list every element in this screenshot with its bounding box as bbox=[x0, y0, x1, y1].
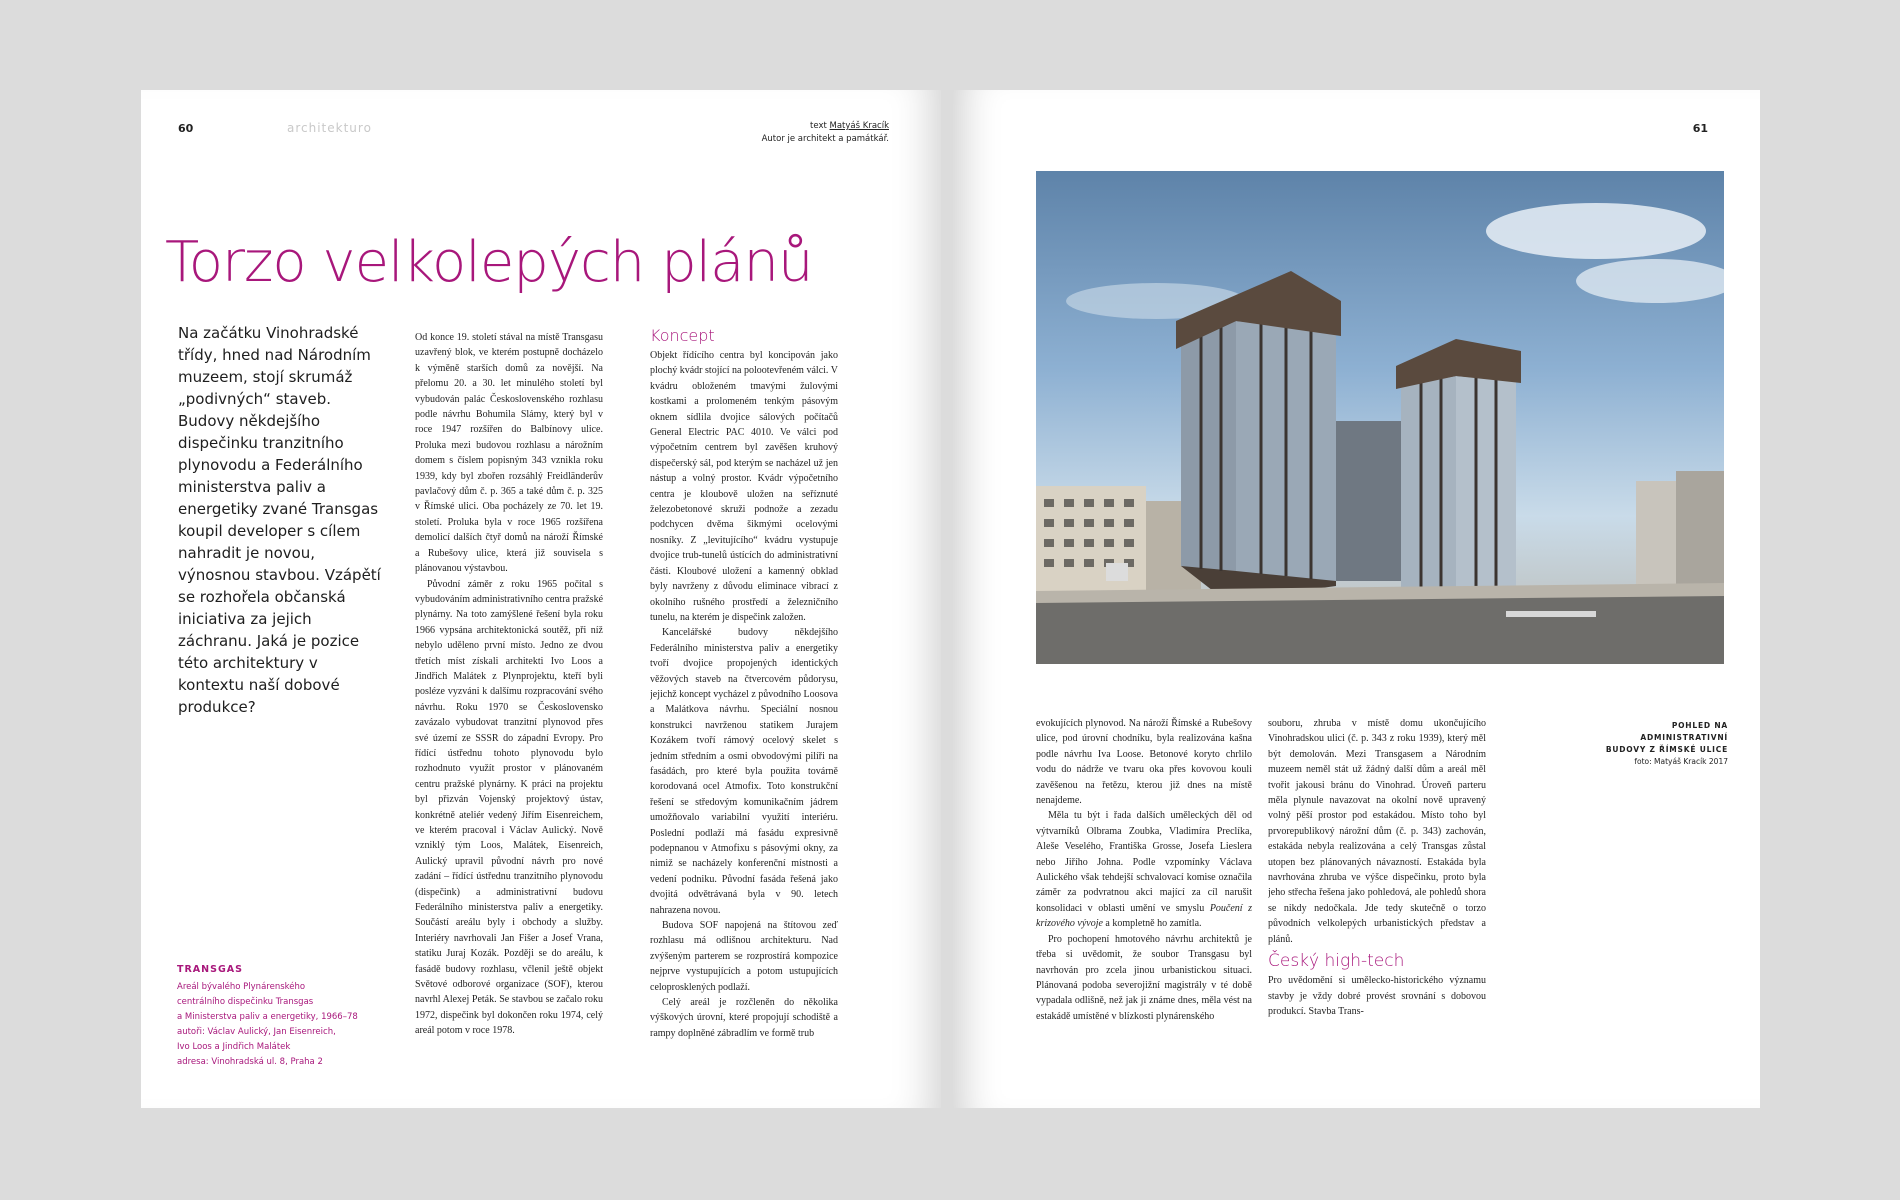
page-number-right: 61 bbox=[1692, 122, 1708, 135]
caption-line: ADMINISTRATIVNÍ bbox=[1640, 733, 1728, 742]
info-box bbox=[177, 962, 377, 1070]
transgas-building-illustration bbox=[1036, 171, 1724, 664]
info-line: Areál bývalého Plynárenského bbox=[177, 982, 306, 992]
paragraph: Od konce 19. století stával na místě Transgasu uzavřený blok, ve kterém postupně docházelo k výměně starších domů za novější. Na přelomu 20. a 30. let minulého století byl vybudován palác Československého rozhlasu podle návrhu Bohumila Slámy, který byl v roce 1947 rozšířen do Balbínovy ulice. Proluka mezi budovou rozhlasu a nárožním domem s číslem popisným 343 vznikla roku 1939, kdy byl zbořen rozsáhlý Freidländerův pavlačový dům č. p. 365 a také dům č. p. 325 v Římské ulici. Oba pocházely ze 70. let 19. století. Proluka byla v roce 1965 rozšířena demolicí dalších čtyř domů na nároží Římské a Rubešovy ulice, která již souvisela s plánovanou výstavbou. bbox=[415, 332, 603, 575]
left-page bbox=[141, 90, 941, 1108]
paragraph bbox=[1036, 808, 1252, 931]
paragraph: Původní záměr z roku 1965 počítal s vybudováním administrativního centra pražské plynárny. Na toto zamýšlené řešení byla roku 1966 vypsána architektonická soutěž, při níž nebylo uděleno první místo. Jedno ze dvou třetích míst získali architekti Ivo Loos a Jindřich Malátek z Plynprojektu, kteří byli posléze vyzváni k dalšímu rozpracování svého návrhu. Roku 1970 se Československo zavázalo vybudovat tranzitní plynovod přes své území ze SSSR do západní Evropy. Pro řídící ústřednu tohoto plynovodu bylo rozhodnuto využít prostor v plánovaném centru pražské plynárny. K práci na projektu byl přizván Vojenský projektový ústav, konkrétně ateliér vedený Jiřím Eisenreichem, ve kterém pracoval i Václav Aulický. Nově vzniklý tým Loos, Malátek, Eisenreich, Aulický upravil původní návrh pro nové zadání – řídící ústřednu tranzitního plynovodu (dispečink) a administrativní budovu Federálního ministerstva paliv a energetiky. Součástí areálu byly i obchody a služby. Interiéry navrhovali Jan Fišer a Josef Vrana, statiku Juraj Kozák. Později se do areálu, k fasádě budovy rozhlasu, včlenil ještě objekt Světové odborové organizace (SOF), kterou navrhl Alexej Peták. Se stavbou se začalo roku 1972, dispečink byl dokončen roku 1974, celý areál potom v roce 1978. bbox=[415, 578, 603, 1037]
info-line: adresa: Vinohradská ul. 8, Praha 2 bbox=[177, 1057, 323, 1067]
right-page bbox=[952, 90, 1760, 1108]
paragraph: Objekt řídícího centra byl koncipován jako plochý kvádr stojící na polootevřeném válci. V kvádru obloženém tmavými žulovými kostkami a prolomeném tenkým pásovým oknem sídlila dvojice sálových počítačů General Electric PAC 4010. Ve válci pod výpočetním centrem byl zavěšen kruhový dispečerský sál, pod kterým se nacházel už jen nástup a volný prostor. Kvádr výpočetního centra je kloubově uložen na seříznuté železobetonové skruži podnože a zezadu podchycen dvěma šikmými ocelovými nosníky. Z „levitujícího“ kvádru vystupuje dvojice trub-tunelů ústících do administrativní části. Kloubové uložení a kamenný obklad byly navrženy z důvodu eliminace vibrací z okolního rušného prostředí a železničního tunelu, na kterém je dispečink založen. bbox=[650, 350, 838, 623]
paragraph-text: a kompletně ho zamítla. bbox=[1105, 918, 1202, 930]
info-heading: TRANSGAS bbox=[177, 964, 243, 975]
italic-title: Poučení z krizového vývoje bbox=[1036, 902, 1252, 930]
photo-credit: foto: Matyáš Kracík 2017 bbox=[1634, 757, 1728, 766]
text-column-2 bbox=[650, 326, 838, 1086]
paragraph: evokujících plynovod. Na nároží Římské a Rubešovy ulice, pod úrovní chodníku, byla realizována kašna podle návrhu Iva Loose. Betonové koryto chrlilo vodu do nádrže ve tvaru oka přes kovovou kouli zavěšenou na řetězu, kterou již dnes na místě nenajdeme. bbox=[1036, 718, 1252, 807]
credit-prefix: text bbox=[810, 121, 827, 131]
lead-paragraph: Na začátku Vinohradské třídy, hned nad Národním muzeem, stojí skrumáž „podivných“ staveb. Budovy někdejšího dispečinku tranzitního plynovodu a Federálního ministerstva paliv a energetiky zvané Transgas koupil developer s cílem nahradit je novou, výnosnou stavbou. Vzápětí se rozhořela občanská iniciativa za jejich záchranu. Jaká je pozice této architektury v kontextu naší dobové produkce? bbox=[178, 324, 381, 716]
author-credit bbox=[762, 120, 889, 146]
info-line: autoři: Václav Aulický, Jan Eisenreich, bbox=[177, 1027, 336, 1037]
caption-line: POHLED NA bbox=[1671, 721, 1728, 730]
paragraph: Pro pochopení hmotového návrhu architektů je třeba si uvědomit, že soubor Transgasu byl navrhován pro zcela jinou urbanistickou situaci. Plánovaná podoba severojižní magistrály v té době vypadala odlišně, než jak ji známe dnes, měla vést na estakádě umístěné v blízkosti plynárenského bbox=[1036, 933, 1252, 1022]
text-column-4 bbox=[1268, 716, 1486, 1086]
paragraph: souboru, zhruba v místě domu ukončujícího Vinohradskou ulici (č. p. 343 z roku 1939), který měl být demolován. Mezi Transgasem a Národním muzeem neměl stát už žádný další dům a areál měl tvořit jakousi bránu do Vinohrad. Úroveň parteru měla plynule navazovat na okolní nově upravený volný pěší prostor pod estakádou. Místo toho byl prvorepublikový nárožní dům (č. p. 343) zachován, estakáda nebyla realizována a celý Transgas zůstal utopen bez plánovaných návazností. Estakáda byla navrhována zhruba ve výšce dispečinku, proto byla jeho střecha řešena jako pohledová, ale pohledů shora se nikdy nedočkala. Jde tedy skutečně o torzo původních velkolepých urbanistických představ a plánů. bbox=[1268, 718, 1486, 945]
info-line: a Ministerstva paliv a energetiky, 1966–78 bbox=[177, 1012, 358, 1022]
paragraph: Celý areál je rozčleněn do několika výškových úrovní, které propojují schodiště a rampy doplněné zábradlím ve formě trub bbox=[650, 997, 838, 1039]
photo-caption bbox=[1578, 720, 1728, 768]
article-title: Torzo velkolepých plánů bbox=[165, 230, 813, 295]
subheading-koncept: Koncept bbox=[650, 326, 715, 345]
info-line: Ivo Loos a Jindřich Malátek bbox=[177, 1042, 291, 1052]
text-column-1 bbox=[415, 330, 603, 1084]
section-label: architekturo bbox=[287, 121, 372, 135]
subheading-cesky-high-tech: Český high-tech bbox=[1268, 951, 1405, 972]
text-column-3 bbox=[1036, 716, 1252, 1086]
page-number-left: 60 bbox=[178, 122, 194, 135]
paragraph-text: Měla tu být i řada dalších uměleckých děl od výtvarníků Olbrama Zoubka, Vladimíra Preclíka, Aleše Veselého, Františka Grosse, Josefa Lieslera nebo Jiřího Johna. Podle vzpomínky Václava Aulického však tehdejší schvalovací komise označila záměr za podvratnou akci mající za cíl narušit konsolidaci v oblasti umění ve smyslu bbox=[1036, 810, 1252, 914]
info-line: centrálního dispečinku Transgas bbox=[177, 997, 314, 1007]
caption-line: BUDOVY Z ŘÍMSKÉ ULICE bbox=[1605, 745, 1728, 754]
paragraph: Pro uvědomění si umělecko-historického významu stavby je vždy dobré provést srovnání s dobovou produkcí. Stavba Trans- bbox=[1268, 975, 1486, 1017]
paragraph: Budova SOF napojená na štítovou zeď rozhlasu má odlišnou architekturu. Nad zvýšeným parterem se rozprostírá kompozice nejprve vystupujících a potom ustupujících celoprosklených podlaží. bbox=[650, 920, 838, 993]
building-photo bbox=[1036, 171, 1724, 664]
credit-name: Matyáš Kracík bbox=[829, 121, 889, 131]
paragraph: Kancelářské budovy někdejšího Federálního ministerstva paliv a energetiky tvoří dvojice propojených identických věžových staveb na čtvercovém půdorysu, jejichž koncept vycházel z původního Loosova a Malátkova návrhu. Speciální nosnou konstrukci navrženou statikem Jurajem Kozákem tvoří rámový ocelový skelet s jedním středním a osmi obvodovými pilíři na fasádách, pro které byla použita továrně korodovaná ocel Atmofix. Toto konstrukční řešení se středovým komunikačním jádrem umožňovalo variabilní využití interiéru. Poslední podlaží má fasádu expresivně podepnanou v Atmofixu s pásovými okny, za nimiž se nacházely konferenční místnosti a vedení podniku. Původní fasáda řešená jako dvojitá odvětrávaná byla v 90. letech nahrazena novou. bbox=[650, 627, 838, 916]
credit-note: Autor je architekt a památkář. bbox=[761, 134, 889, 144]
